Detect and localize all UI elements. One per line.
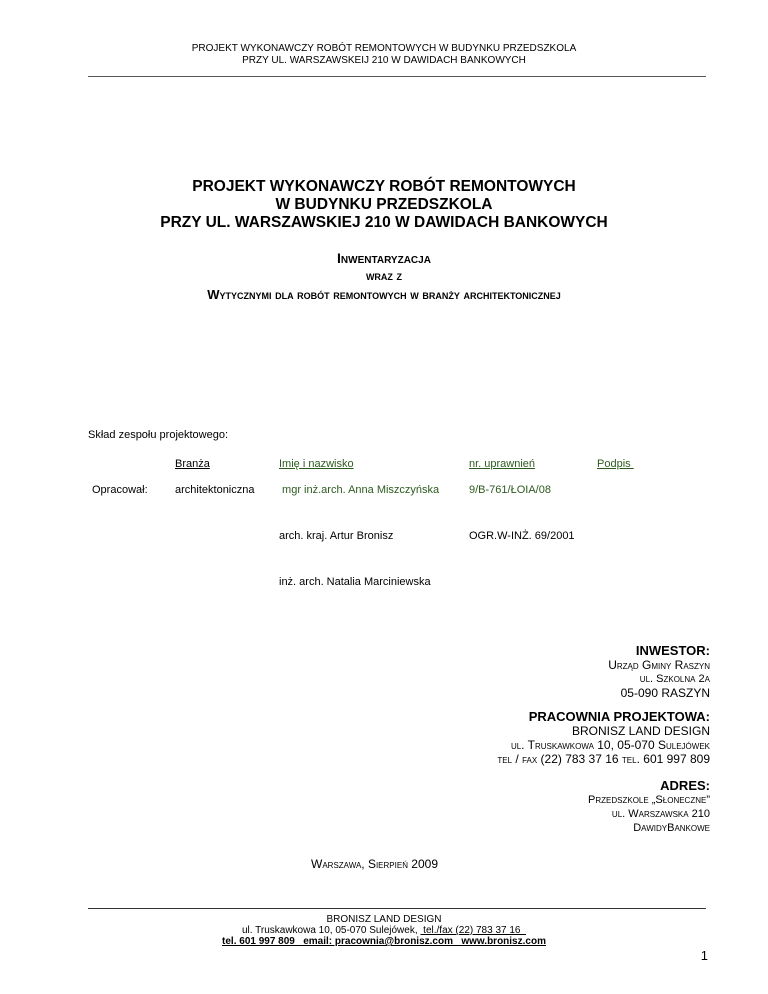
member-license: OGR.W-INŻ. 69/2001 [469,530,575,542]
address-line2: ul. Warszawska 210 [611,808,710,820]
subtitle-line3: Wytycznymi dla robót remontowych w branży architektonicznej [207,287,561,302]
page-number: 1 [700,948,708,963]
investor-line2: ul. Szkolna 2a [639,673,710,685]
studio-block [497,710,710,766]
col-header-name: Imię i nazwisko [279,458,354,470]
address-heading: ADRES: [660,778,710,793]
member-license: 9/B-761/ŁOIA/08 [469,484,551,496]
member-name: mgr inż.arch. Anna Miszczyńska [279,484,440,496]
title-line2: W BUDYNKU PRZEDSZKOLA [275,196,493,213]
footer-street: ul. Truskawkowa 10, 05-070 Sulejówek, [241,925,421,936]
investor-heading: INWESTOR: [635,643,710,658]
footer-contacts: tel. 601 997 809 email: pracownia@bronisz.com www.bronisz.com [222,936,546,947]
footer-telfax: tel./fax (22) 783 37 16 [420,925,527,936]
discipline-value: architektoniczna [175,484,255,496]
place-date: Warszawa, Sierpień 2009 [311,857,438,871]
subtitle-line2: wraz z [365,268,403,283]
member-name: inż. arch. Natalia Marciniewska [279,576,431,588]
member-name: arch. kraj. Artur Bronisz [279,530,394,542]
subtitle-line1: Inwentaryzacja [337,250,431,266]
running-header-line2: PRZY UL. WARSZAWSKEIJ 210 W DAWIDACH BANKOWYCH [242,55,526,66]
address-block [588,779,710,835]
investor-block [608,644,710,700]
studio-heading: PRACOWNIA PROJEKTOWA: [528,709,710,724]
col-header-discipline: Branża [175,458,210,470]
footer-line2 [0,925,768,936]
studio-line1: BRONISZ LAND DESIGN [571,724,710,738]
studio-line2: ul. Truskawkowa 10, 05-070 Sulejówek [510,738,710,752]
title-line1: PROJEKT WYKONAWCZY ROBÓT REMONTOWYCH [192,178,576,195]
investor-line1: Urząd Gminy Raszyn [608,658,710,672]
footer-line1: BRONISZ LAND DESIGN [326,914,442,925]
role-label: Opracował: [92,484,148,496]
investor-line3: 05-090 RASZYN [620,686,710,700]
col-header-license: nr. uprawnień [469,458,536,470]
header-divider [88,76,706,77]
address-line3: DawidyBankowe [633,822,710,834]
address-line1: Przedszkole „Słoneczne” [588,794,710,806]
footer-divider [88,908,706,909]
studio-line3: tel / fax (22) 783 37 16 tel. 601 997 809 [497,752,710,766]
footer-line3 [0,936,768,947]
col-header-signature: Podpis [597,458,634,470]
team-heading: Skład zespołu projektowego: [88,429,229,441]
title-line3: PRZY UL. WARSZAWSKIEJ 210 W DAWIDACH BANKOWYCH [160,214,608,231]
running-header-line1: PROJEKT WYKONAWCZY ROBÓT REMONTOWYCH W BUDYNKU PRZEDSZKOLA [191,43,577,54]
